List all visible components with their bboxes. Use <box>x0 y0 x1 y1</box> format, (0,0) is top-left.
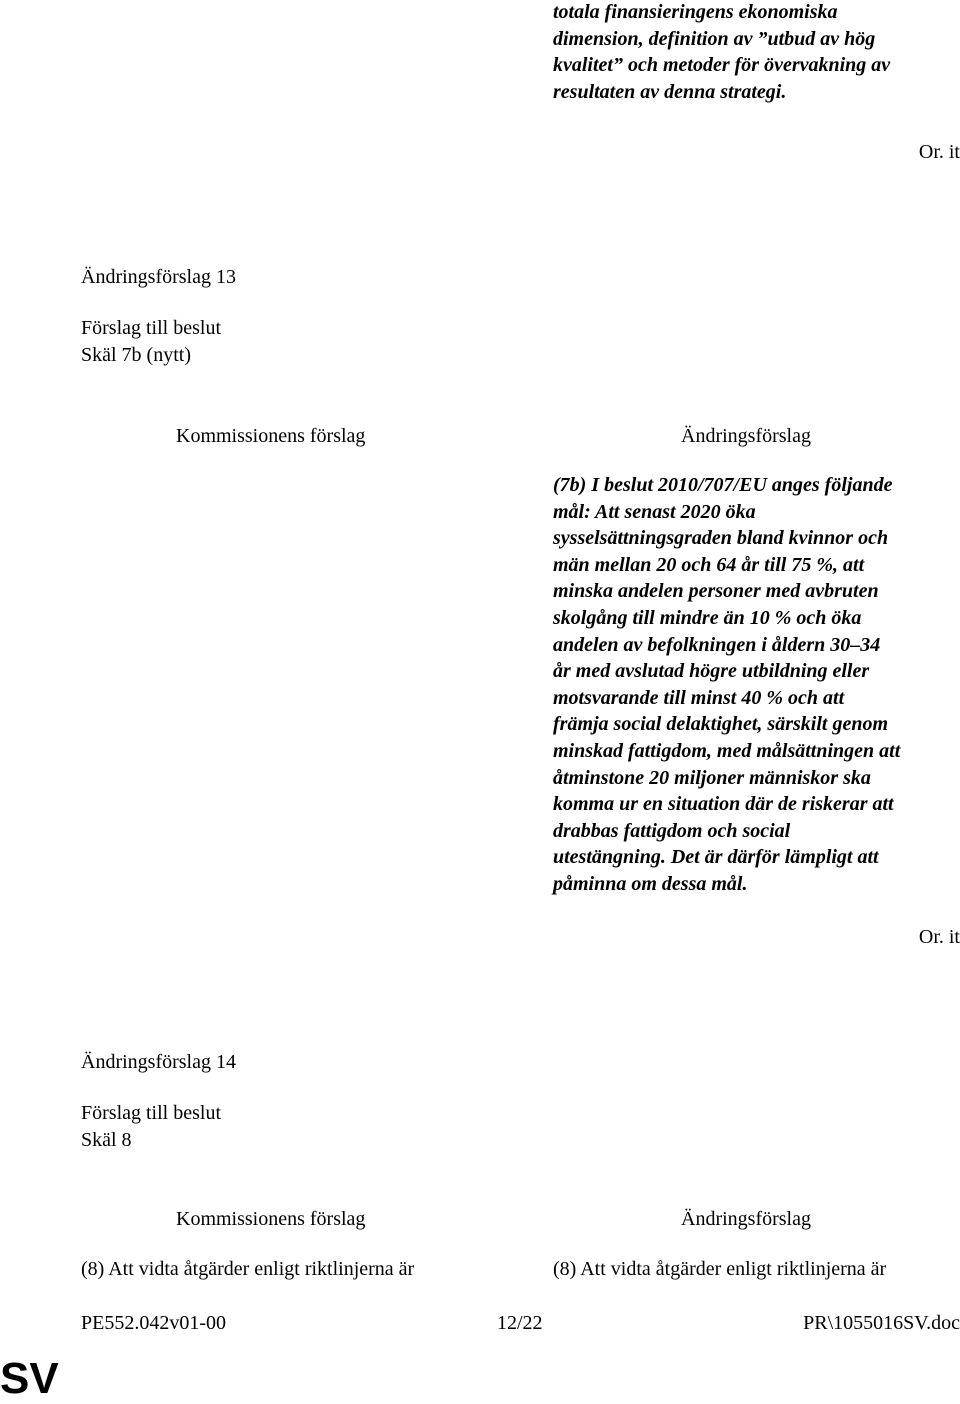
column-header-commission: Kommissionens förslag <box>176 425 366 447</box>
amendment-line: motsvarande till minst 40 % och att <box>553 686 845 709</box>
amendment-line: påminna om dessa mål. <box>553 872 748 895</box>
amendment-line: utestängning. Det är därför lämpligt att <box>553 846 879 869</box>
column-header-amendment: Ändringsförslag <box>681 1208 811 1230</box>
amendment-line: män mellan 20 och 64 år till 75 %, att <box>553 553 865 576</box>
column-header-amendment: Ändringsförslag <box>681 425 811 447</box>
amendment-line: åtminstone 20 miljoner människor ska <box>553 766 871 789</box>
proposal-label: Förslag till beslut <box>81 1102 221 1124</box>
recital-reference: Skäl 7b (nytt) <box>81 344 191 366</box>
amendment-line: minska andelen personer med avbruten <box>553 580 879 603</box>
commission-text: (8) Att vidta åtgärder enligt riktlinjerna är <box>81 1258 415 1280</box>
column-header-commission: Kommissionens förslag <box>176 1208 366 1230</box>
amendment-line: (7b) I beslut 2010/707/EU anges följande <box>553 474 893 496</box>
footer-page-number: 12/22 <box>497 1312 543 1334</box>
amendment-line: andelen av befolkningen i åldern 30–34 <box>553 633 881 656</box>
footer-file-reference: PR\1055016SV.doc <box>803 1312 960 1334</box>
amendment-line: minskad fattigdom, med målsättningen att <box>553 739 901 762</box>
continuation-line: totala finansieringens ekonomiska <box>553 1 838 23</box>
amendment-line: drabbas fattigdom och social <box>553 819 791 842</box>
amendment-line: skolgång till mindre än 10 % och öka <box>553 606 862 629</box>
amendment-line: sysselsättningsgraden bland kvinnor och <box>553 527 889 550</box>
recital-reference: Skäl 8 <box>81 1129 132 1151</box>
continuation-line: dimension, definition av ”utbud av hög <box>553 27 876 50</box>
language-code: SV <box>0 1354 59 1403</box>
amendment-text: (8) Att vidta åtgärder enligt riktlinjerna är <box>553 1258 887 1280</box>
amendment-line: främja social delaktighet, särskilt genom <box>553 713 889 736</box>
original-language-label: Or. it <box>918 926 960 948</box>
original-language-label: Or. it <box>918 141 960 163</box>
amendment-line: år med avslutad högre utbildning eller <box>553 660 870 683</box>
footer-document-reference: PE552.042v01-00 <box>81 1312 226 1334</box>
continuation-line: kvalitet” och metoder för övervakning av <box>553 54 891 77</box>
continuation-text <box>553 0 890 105</box>
proposal-label: Förslag till beslut <box>81 317 221 339</box>
amendment-text <box>553 472 900 898</box>
amendment-title: Ändringsförslag 14 <box>81 1051 236 1073</box>
amendment-line: komma ur en situation där de riskerar att <box>553 793 894 816</box>
amendment-title: Ändringsförslag 13 <box>81 266 236 288</box>
continuation-line: resultaten av denna strategi. <box>553 80 787 103</box>
amendment-line: mål: Att senast 2020 öka <box>553 500 756 523</box>
